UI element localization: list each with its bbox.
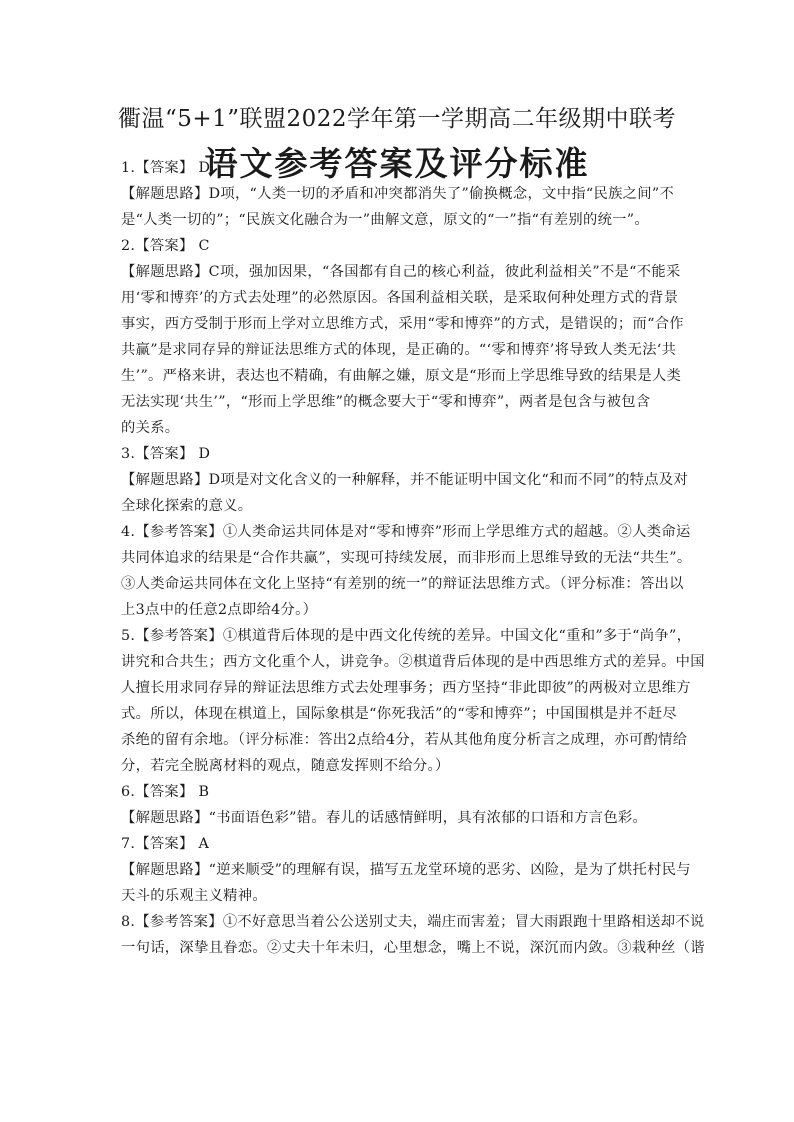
text-line: 的关系。 — [121, 420, 180, 436]
text-line: 3.【答案】 D — [121, 446, 211, 462]
text-line: 是“人类一切的”；“民族文化融合为一”曲解文意，原文的“一”指“有差别的统一”。 — [121, 212, 649, 228]
text-line: 上3点中的任意2点即给4分。） — [121, 602, 318, 618]
text-line: 1.【答案】 D — [121, 160, 211, 176]
text-line: 共同体追求的结果是“合作共赢”，实现可持续发展，而非形而上思维导致的无法“共生”。 — [121, 550, 692, 566]
text-line: 生’”。严格来讲，表达也不精确，有曲解之嫌，原文是“形而上学思维导致的结果是人类 — [121, 368, 682, 384]
text-line: 【解题思路】C项，强加因果，“各国都有自己的核心利益，彼此利益相关”不是“不能采 — [121, 264, 681, 280]
text-line: 一句话，深挚且眷恋。②丈夫十年未归，心里想念，嘴上不说，深沉而内敛。③栽种丝（谐 — [121, 940, 705, 956]
text-line: 8.【参考答案】①不好意思当着公公送别丈夫，端庄而害羞；冒大雨跟跑十里路相送却不说 — [121, 914, 705, 930]
text-line: 【解题思路】D项，“人类一切的矛盾和冲突都消失了”偷换概念，文中指“民族之间”不 — [121, 186, 675, 202]
text-line: ③人类命运共同体在文化上坚持“有差别的统一”的辩证法思维方式。（评分标准：答出以 — [121, 576, 684, 592]
text-line: 事实，西方受制于形而上学对立思维方式，采用“零和博弈”的方式，是错误的；而“合作 — [121, 316, 684, 332]
text-line: 杀绝的留有余地。（评分标准：答出2点给4分，若从其他角度分析言之成理，亦可酌情给 — [121, 732, 688, 748]
text-line: 天斗的乐观主义精神。 — [121, 888, 267, 904]
text-line: 人擅长用求同存异的辩证法思维方式去处理事务；西方坚持“非此即彼”的两极对立思维方 — [121, 680, 691, 696]
text-line: 5.【参考答案】①棋道背后体现的是中西文化传统的差异。中国文化“重和”多于“尚争”， — [121, 628, 692, 644]
text-line: 无法实现‘共生’”，“形而上学思维”的概念要大于“零和博弈”，两者是包含与被包含 — [121, 394, 651, 410]
text-line: 共赢”是求同存异的辩证法思维方式的体现，是正确的。“‘零和博弈’将导致人类无法‘共 — [121, 342, 677, 358]
text-line: 讲究和合共生；西方文化重个人，讲竞争。②棋道背后体现的是中西思维方式的差异。中国 — [121, 654, 705, 670]
text-line: 式。所以，体现在棋道上，国际象棋是“你死我活”的“零和博弈”；中国围棋是并不赶尽 — [121, 706, 677, 722]
text-line: 【解题思路】“书面语色彩”错。春儿的话感情鲜明，具有浓郁的口语和方言色彩。 — [121, 810, 648, 826]
text-line: 用‘零和博弈’的方式去处理”的必然原因。各国利益相关联，是采取何种处理方式的背景 — [121, 290, 679, 306]
text-line: 4.【参考答案】①人类命运共同体是对“零和博弈”形而上学思维方式的超越。②人类命运 — [121, 524, 691, 540]
text-line: 【解题思路】D项是对文化含义的一种解释，并不能证明中国文化“和而不同”的特点及对 — [121, 472, 689, 488]
exam-title: 衢温“5+1”联盟2022学年第一学期高二年级期中联考 — [117, 106, 677, 132]
text-line: 2.【答案】 C — [121, 238, 210, 254]
text-line: 6.【答案】 B — [121, 784, 210, 800]
answer-key-title: 语文参考答案及评分标准 — [204, 144, 590, 183]
text-line: 分，若完全脱离材料的观点，随意发挥则不给分。） — [121, 758, 450, 774]
text-line: 7.【答案】 A — [121, 836, 210, 852]
text-line: 【解题思路】“逆来顺受”的理解有误，描写五龙堂环境的恶劣、凶险，是为了烘托村民与 — [121, 862, 691, 878]
text-line: 全球化探索的意义。 — [121, 498, 253, 514]
